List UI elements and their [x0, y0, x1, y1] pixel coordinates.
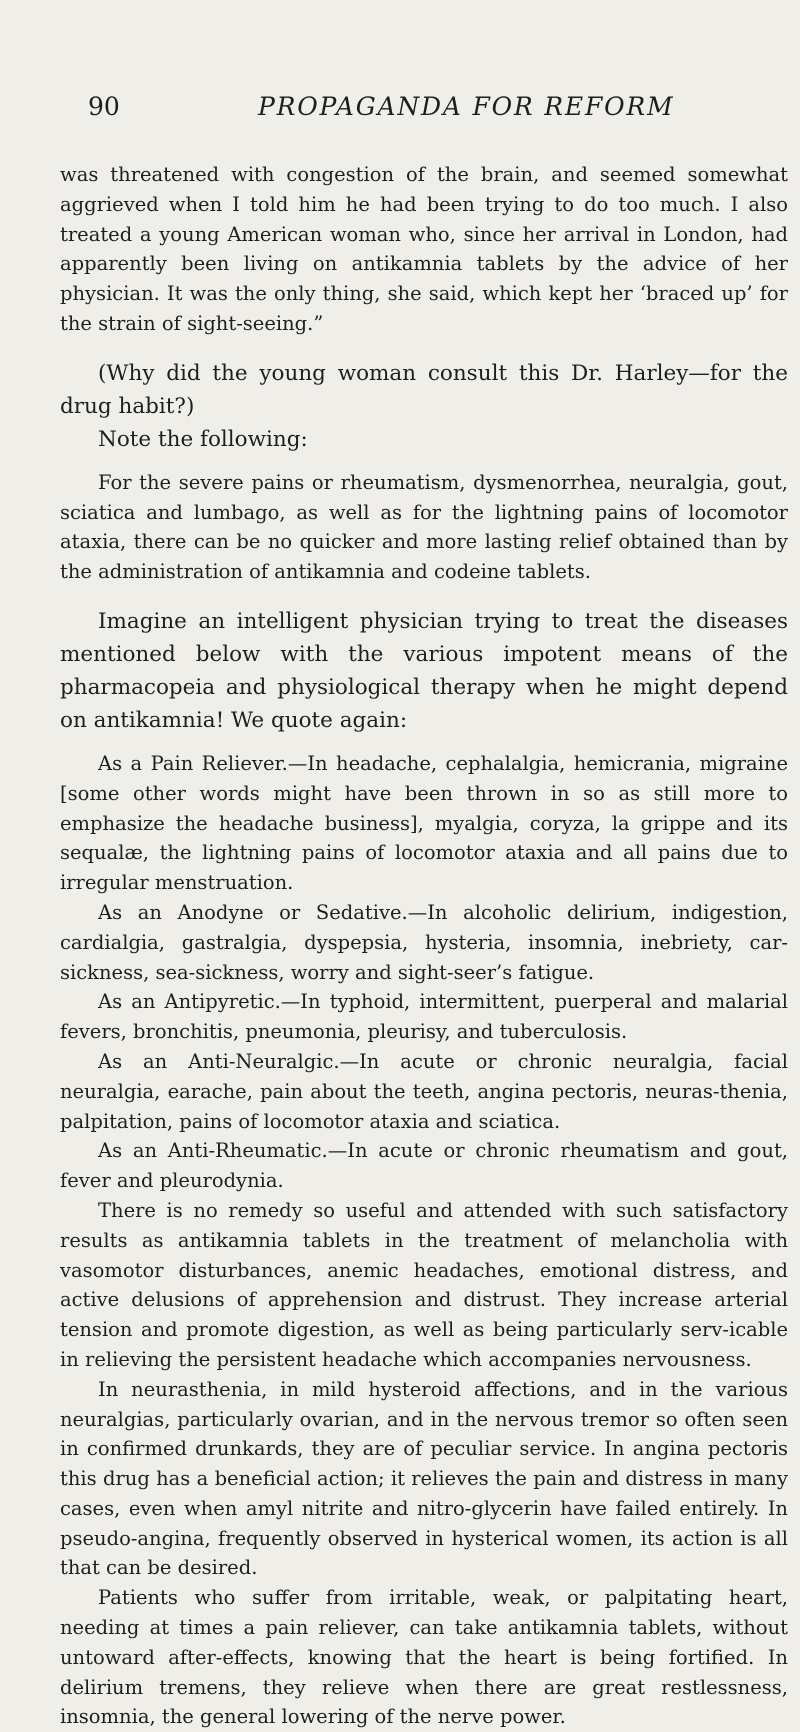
paragraph: As an Anti-Rheumatic.—In acute or chronic rheumatism and gout, fever and pleurodynia.: [60, 1139, 788, 1193]
paragraph: As a Pain Reliever.—In headache, cephalalgia, hemicrania, migraine [some other words might have been thrown in so as still more to emphasize the headache business], myalgia, coryza, la grippe and its sequalæ, the lightning pains of locomotor ataxia and all pains due to irregular menstruation.: [60, 751, 788, 895]
paragraph: For the severe pains or rheumatism, dysmenorrhea, neuralgia, gout, sciatica and lumbago, as well as for the lightning pains of locomotor ataxia, there can be no quicker and more lasting relief obtained than by the administration of antikamnia and codeine tablets.: [60, 470, 788, 584]
paragraph: Note the following:: [98, 426, 308, 452]
body-text: [60, 160, 788, 1732]
page-header: [0, 92, 800, 132]
running-title: PROPAGANDA FOR REFORM: [258, 92, 675, 121]
paragraph: As an Anti-Neuralgic.—In acute or chronic neuralgia, facial neuralgia, earache, pain about the teeth, angina pectoris, neuras-thenia, palpitation, pains of locomotor ataxia and sciatica.: [60, 1049, 788, 1133]
paragraph: (Why did the young woman consult this Dr. Harley—for the drug habit?): [60, 360, 788, 419]
paragraph: As an Antipyretic.—In typhoid, intermittent, puerperal and malarial fevers, bronchitis, pneumonia, pleurisy, and tuberculosis.: [60, 990, 788, 1044]
paragraph: As an Anodyne or Sedative.—In alcoholic delirium, indigestion, cardialgia, gastralgia, dyspepsia, hysteria, insomnia, inebriety, car-sickness, sea-sickness, worry and sight-seer’s fatigue.: [60, 900, 788, 984]
paragraph: Patients who suffer from irritable, weak, or palpitating heart, needing at times a pain reliever, can take antikamnia tablets, without untoward after-effects, knowing that the heart is being fortified. In delirium tremens, they relieve when there are great restlessness, insomnia, the general lowering of the nerve power.: [60, 1586, 788, 1729]
page-number: 90: [88, 92, 120, 121]
paragraph: was threatened with congestion of the brain, and seemed somewhat aggrieved when I told him he had been trying to do too much. I also treated a young American woman who, since her arrival in London, had apparently been living on antikamnia tablets by the advice of her physician. It was the only thing, she said, which kept her ‘braced up’ for the strain of sight-seeing.”: [60, 163, 788, 335]
paragraph: Imagine an intelligent physician trying to treat the diseases mentioned below with the various impotent means of the pharmacopeia and physiological therapy when he might depend on antikamnia! We quote again:: [60, 608, 788, 733]
paragraph: There is no remedy so useful and attended with such satisfactory results as antikamnia tablets in the treatment of melancholia with vasomotor disturbances, anemic headaches, emotional distress, and active delusions of apprehension and distrust. They increase arterial tension and promote digestion, as well as being particularly serv-icable in relieving the persistent headache which accompanies nervousness.: [60, 1198, 788, 1371]
paragraph: In neurasthenia, in mild hysteroid affections, and in the various neuralgias, particularly ovarian, and in the nervous tremor so often seen in confirmed drunkards, they are of peculiar service. In angina pectoris this drug has a beneficial action; it relieves the pain and distress in many cases, even when amyl nitrite and nitro-glycerin have failed entirely. In pseudo-angina, frequently observed in hysterical women, its action is all that can be desired.: [60, 1377, 788, 1580]
